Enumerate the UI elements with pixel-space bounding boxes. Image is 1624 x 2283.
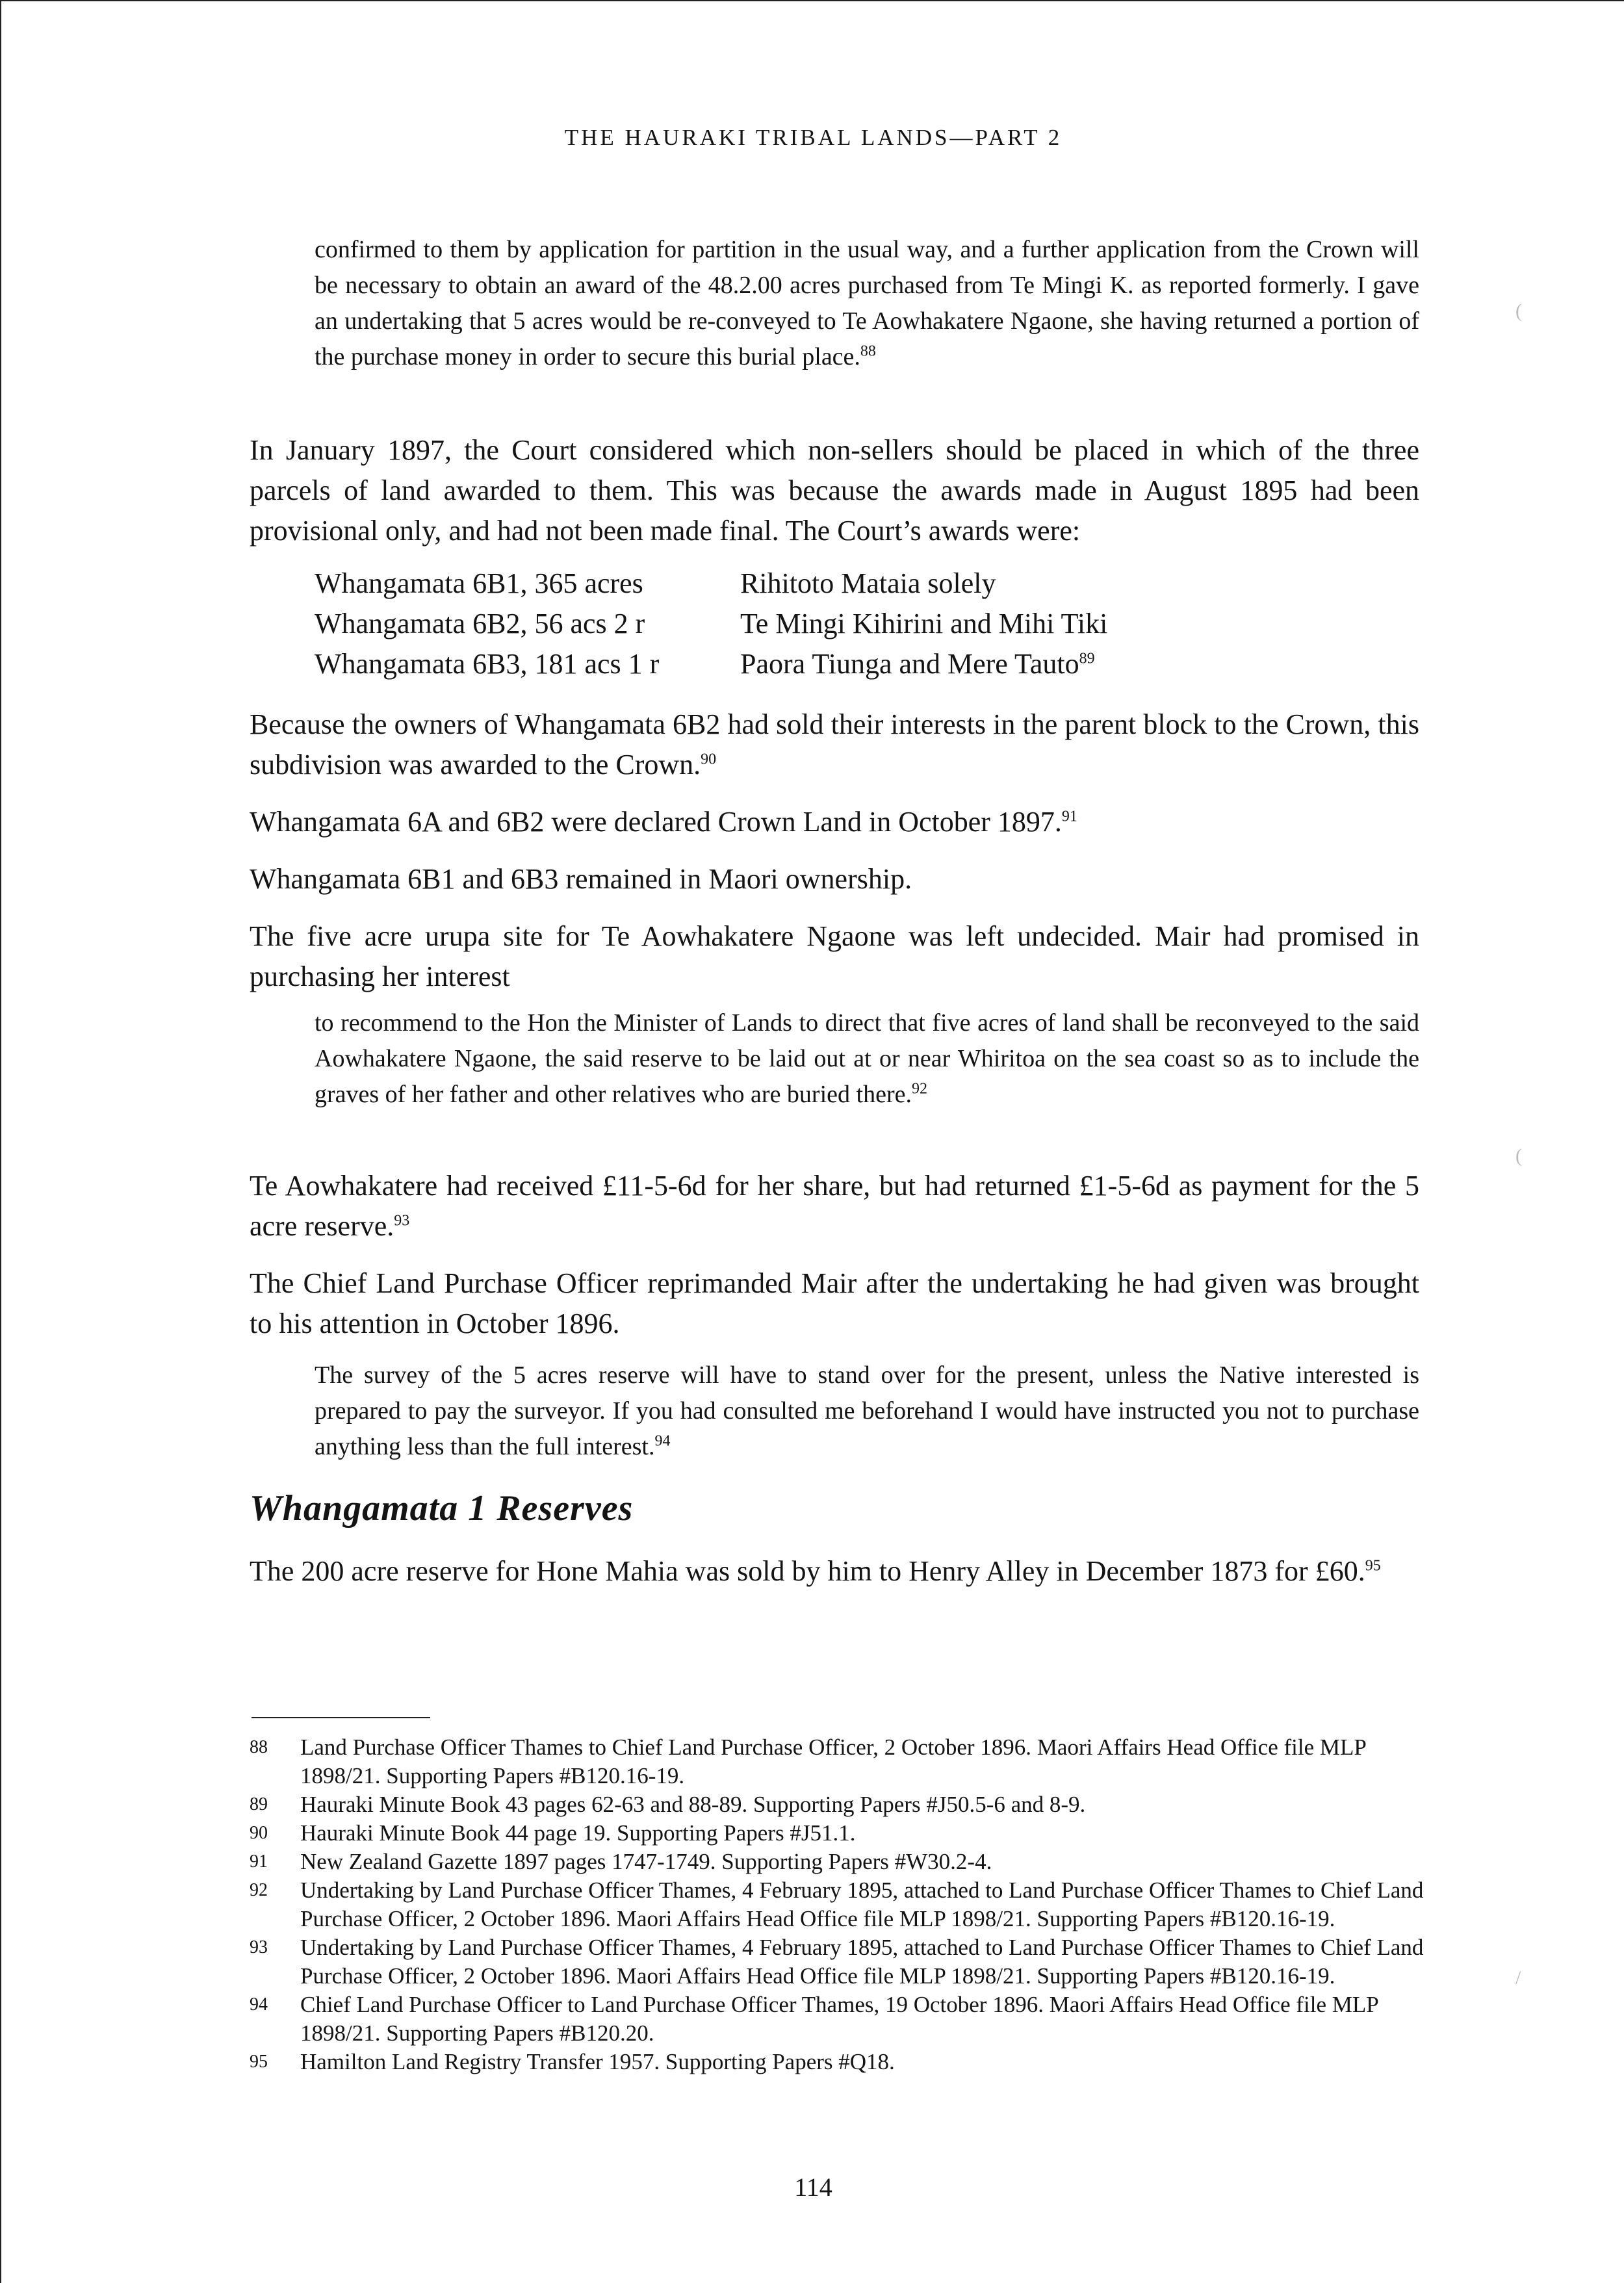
paragraph-court-january-1897: In January 1897, the Court considered which non-sellers should be placed in which of the three parcels of land awarded to them. This was because the awards made in August 1895 had been provisional only, and had not been made final. The Court’s awards were: <box>250 434 1419 547</box>
paragraph-payment-text: Te Aowhakatere had received £11-5-6d for her share, but had returned £1-5-6d as payment for the 5 acre reserve. <box>250 1170 1419 1242</box>
footnote-text: New Zealand Gazette 1897 pages 1747-1749. Supporting Papers #W30.2-4. <box>300 1849 992 1874</box>
paragraph-6b2-crown-text: Because the owners of Whangamata 6B2 had sold their interests in the parent block to the Crown, this subdivision was awarded to the Crown. <box>250 708 1419 780</box>
footnote-text: Land Purchase Officer Thames to Chief Land Purchase Officer, 2 October 1896. Maori Affairs Head Office file MLP 1898/21. Supporting Papers #B120.16-19. <box>300 1735 1366 1788</box>
paragraph-6b2-crown <box>250 704 1419 785</box>
awards-table <box>315 563 1107 684</box>
footnote-93 <box>250 1933 1432 1991</box>
award-owners: Te Mingi Kihirini and Mihi Tiki <box>740 608 1108 639</box>
footnote-ref-92[interactable]: 92 <box>911 1080 927 1098</box>
footnote-91 <box>250 1848 1432 1876</box>
award-block: Whangamata 6B3, 181 acs 1 r <box>315 648 660 680</box>
footnote-88 <box>250 1733 1432 1790</box>
footnote-divider <box>251 1717 430 1718</box>
footnote-number: 90 <box>250 1823 268 1843</box>
footnote-text: Hamilton Land Registry Transfer 1957. Supporting Papers #Q18. <box>300 2049 895 2074</box>
block-quote-1 <box>315 232 1419 375</box>
block-quote-2 <box>315 1005 1419 1113</box>
block-quote-2-text: to recommend to the Hon the Minister of Lands to direct that five acres of land shall be reconveyed to the said Aowhakatere Ngaone, the said reserve to be laid out at or near Whiritoa on the sea coast so as to include the graves of her father and other relatives who are buried there. <box>315 1009 1419 1108</box>
footnote-text: Undertaking by Land Purchase Officer Thames, 4 February 1895, attached to Land Purchase Officer Thames to Chief Land Purchase Officer, 2 October 1896. Maori Affairs Head Office file MLP 1898/21. Supporting Papers #B120.16-19. <box>300 1935 1424 1989</box>
footnote-ref-89[interactable]: 89 <box>1079 650 1095 667</box>
footnote-ref-95[interactable]: 95 <box>1365 1557 1381 1575</box>
award-block: Whangamata 6B1, 365 acres <box>315 567 643 599</box>
scan-speck: / <box>1515 1967 1521 1989</box>
paragraph-reprimand: The Chief Land Purchase Officer reprimanded Mair after the undertaking he had given was brought to his attention in October 1896. <box>250 1267 1419 1339</box>
footnote-95 <box>250 2048 1432 2076</box>
footnote-ref-93[interactable]: 93 <box>394 1212 410 1230</box>
footnote-text: Chief Land Purchase Officer to Land Purchase Officer Thames, 19 October 1896. Maori Affairs Head Office file MLP 1898/21. Supporting Papers #B120.20. <box>300 1992 1378 2046</box>
footnotes <box>250 1733 1432 2076</box>
footnote-ref-94[interactable]: 94 <box>654 1432 671 1450</box>
awards-row <box>315 644 1107 684</box>
paragraph-urupa: The five acre urupa site for Te Aowhakatere Ngaone was left undecided. Mair had promised in purchasing her interest <box>250 920 1419 992</box>
scan-speck: ( <box>1515 1145 1522 1167</box>
footnote-94 <box>250 1991 1432 2048</box>
footnote-text: Hauraki Minute Book 43 pages 62-63 and 88-89. Supporting Papers #J50.5-6 and 8-9. <box>300 1792 1086 1817</box>
page-number: 114 <box>794 2173 832 2202</box>
paragraph-payment <box>250 1166 1419 1246</box>
block-quote-3-text: The survey of the 5 acres reserve will have to stand over for the present, unless the Native interested is prepared to pay the surveyor. If you had consulted me beforehand I would have instructed you not to purchase anything less than the full interest. <box>315 1361 1419 1460</box>
running-head: THE HAURAKI TRIBAL LANDS—PART 2 <box>564 125 1063 150</box>
footnote-89 <box>250 1790 1432 1819</box>
awards-row <box>315 604 1107 644</box>
paragraph-hone-mahia <box>250 1551 1419 1592</box>
footnote-number: 95 <box>250 2052 268 2072</box>
footnote-number: 88 <box>250 1737 268 1757</box>
footnote-number: 89 <box>250 1794 268 1814</box>
footnote-ref-91[interactable]: 91 <box>1061 808 1077 825</box>
awards-row <box>315 563 1107 604</box>
block-quote-1-text: confirmed to them by application for partition in the usual way, and a further application from the Crown will be necessary to obtain an award of the 48.2.00 acres purchased from Te Mingi K. as reported formerly. I gave an undertaking that 5 acres would be re-conveyed to Te Aowhakatere Ngaone, she having returned a portion of the purchase money in order to secure this burial place. <box>315 236 1419 370</box>
footnote-number: 92 <box>250 1880 268 1900</box>
footnote-90 <box>250 1819 1432 1848</box>
award-owners-text: Paora Tiunga and Mere Tauto <box>740 648 1079 680</box>
paragraph-maori-ownership: Whangamata 6B1 and 6B3 remained in Maori ownership. <box>250 863 912 895</box>
block-quote-3 <box>315 1358 1419 1465</box>
footnote-92 <box>250 1876 1432 1933</box>
footnote-ref-90[interactable]: 90 <box>701 751 717 768</box>
scan-speck: ( <box>1515 300 1522 322</box>
footnote-text: Hauraki Minute Book 44 page 19. Supporting Papers #J51.1. <box>300 1820 856 1846</box>
section-heading: Whangamata 1 Reserves <box>250 1488 634 1528</box>
award-owners <box>740 644 1095 684</box>
paragraph-crown-land <box>250 802 1419 842</box>
footnote-number: 93 <box>250 1937 268 1957</box>
award-owners: Rihitoto Mataia solely <box>740 567 996 599</box>
award-block: Whangamata 6B2, 56 acs 2 r <box>315 608 645 639</box>
footnote-number: 94 <box>250 1994 268 2015</box>
footnote-number: 91 <box>250 1851 268 1872</box>
footnote-text: Undertaking by Land Purchase Officer Thames, 4 February 1895, attached to Land Purchase Officer Thames to Chief Land Purchase Officer, 2 October 1896. Maori Affairs Head Office file MLP 1898/21. Supporting Papers #B120.16-19. <box>300 1877 1424 1931</box>
paragraph-hone-mahia-text: The 200 acre reserve for Hone Mahia was sold by him to Henry Alley in December 1873 for £60. <box>250 1555 1365 1587</box>
footnote-ref-88[interactable]: 88 <box>860 342 876 360</box>
paragraph-crown-land-text: Whangamata 6A and 6B2 were declared Crown Land in October 1897. <box>250 806 1062 838</box>
